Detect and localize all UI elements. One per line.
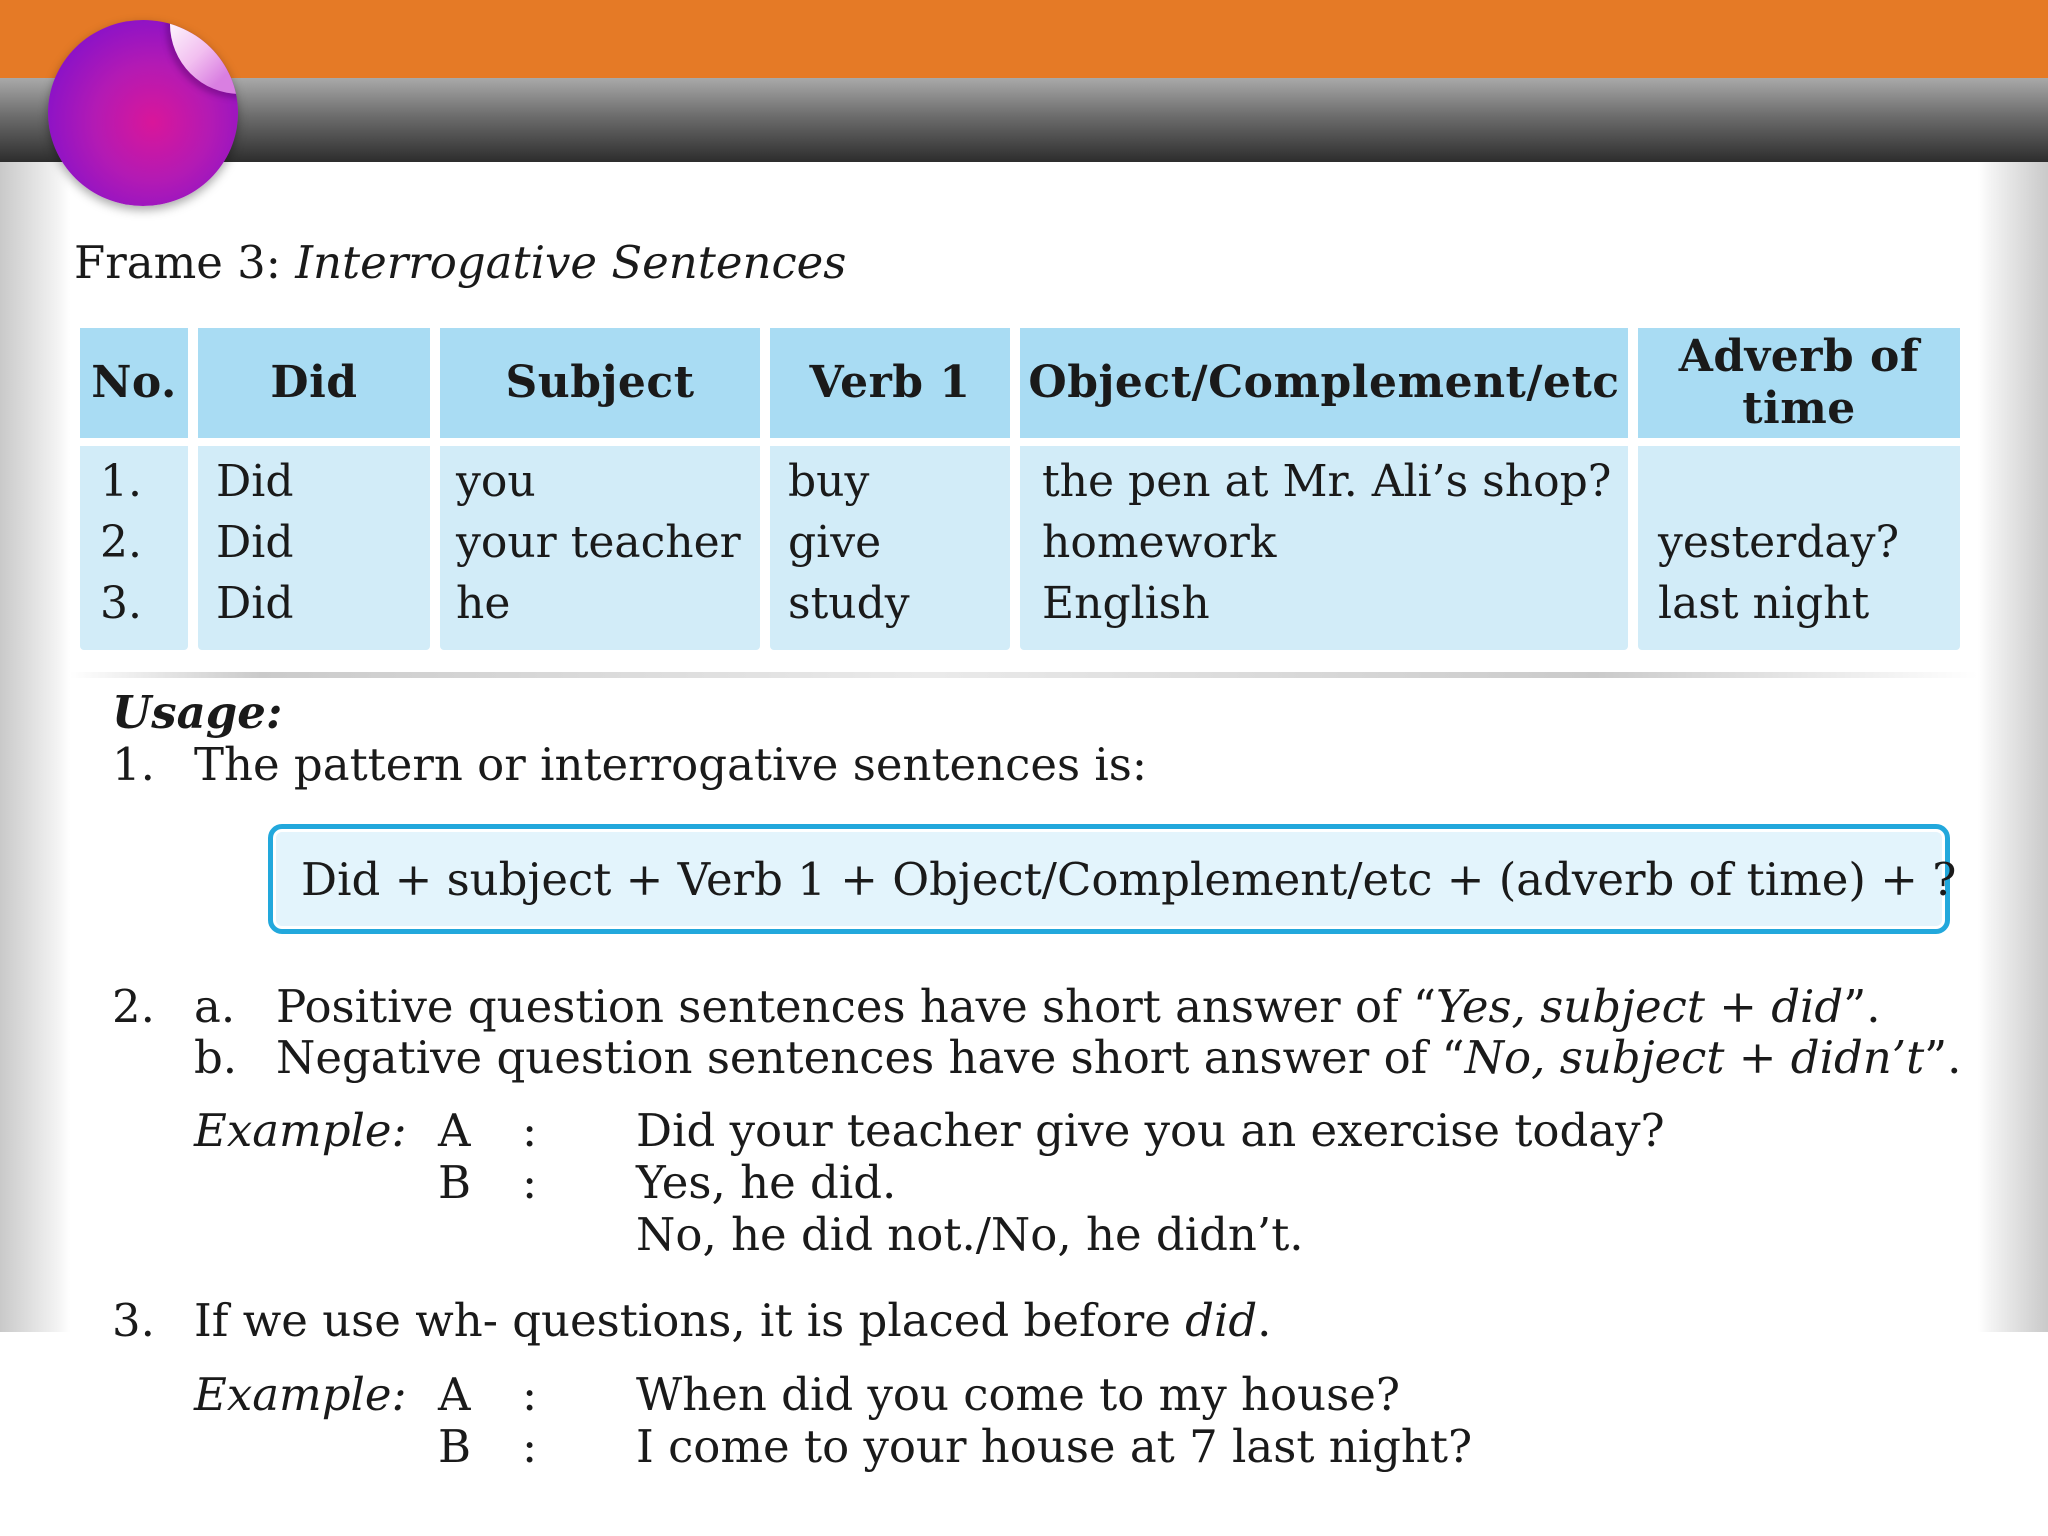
- frame-title-text: Interrogative Sentences: [295, 236, 847, 289]
- example1-speaker-b: B: [438, 1156, 472, 1209]
- cell-object-3: English: [1042, 578, 1210, 629]
- usage-item3-text: If we use wh- questions, it is placed before: [194, 1294, 1186, 1347]
- usage-heading: Usage:: [112, 686, 283, 739]
- usage-item2a-line: [276, 980, 1881, 1034]
- column-no: [80, 328, 188, 650]
- example2-colon-b: :: [522, 1420, 538, 1473]
- example1-colon-b: :: [522, 1156, 538, 1209]
- formula-text: Did + subject + Verb 1 + Object/Complement/etc + (adverb of time) + ?: [301, 852, 1957, 906]
- header-gray-bar: [0, 78, 2048, 162]
- usage-item2-number: 2.: [112, 980, 155, 1033]
- header-orange-bar: [0, 0, 2048, 78]
- cell-verb-1: buy: [788, 456, 870, 507]
- usage-item2a-end: ”.: [1843, 980, 1881, 1033]
- example2-label: Example:: [194, 1368, 407, 1421]
- example1-line-b2: No, he did not./No, he didn’t.: [636, 1208, 1304, 1261]
- header-adverb-line1: Adverb of: [1678, 331, 1920, 382]
- usage-item1-number: 1.: [112, 738, 155, 791]
- column-verb: [770, 328, 1010, 650]
- example2-line-a: When did you come to my house?: [636, 1368, 1400, 1421]
- cell-did-3: Did: [216, 578, 294, 629]
- usage-item2b-italic: No, subject + didn’t: [1464, 1031, 1925, 1084]
- column-adverb: [1638, 328, 1960, 650]
- header-verb: Verb 1: [770, 328, 1010, 446]
- example2-speaker-b: B: [438, 1420, 472, 1473]
- header-did: Did: [198, 328, 430, 446]
- example1-speaker-a: A: [438, 1104, 471, 1157]
- cell-verb-3: study: [788, 578, 910, 629]
- frame-prefix: Frame 3:: [74, 236, 281, 289]
- header-adverb: [1638, 328, 1960, 446]
- table-divider: [70, 672, 1978, 678]
- example1-colon-a: :: [522, 1104, 538, 1157]
- column-did: [198, 328, 430, 650]
- column-object: [1020, 328, 1628, 650]
- formula-box: [268, 824, 1957, 934]
- usage-item1-text: The pattern or interrogative sentences is:: [194, 738, 1148, 791]
- usage-item3-italic: did: [1185, 1294, 1258, 1347]
- cell-did-2: Did: [216, 517, 294, 568]
- cell-no-2: 2.: [100, 517, 142, 568]
- usage-item3-end: .: [1257, 1294, 1272, 1347]
- usage-item2a-label: a.: [194, 980, 236, 1033]
- cell-object-2: homework: [1042, 517, 1277, 568]
- cell-object-1: the pen at Mr. Ali’s shop?: [1042, 456, 1612, 507]
- cell-adverb-2: yesterday?: [1658, 517, 1900, 568]
- example1-line-a: Did your teacher give you an exercise today?: [636, 1104, 1665, 1157]
- header-subject: Subject: [440, 328, 760, 446]
- header-adverb-line2: time: [1742, 383, 1856, 434]
- usage-item2b-end: ”.: [1924, 1031, 1962, 1084]
- cell-adverb-3: last night: [1658, 578, 1870, 629]
- sticker-icon: [48, 20, 238, 206]
- header-no: No.: [80, 328, 188, 446]
- usage-item2b-label: b.: [194, 1031, 238, 1084]
- header-object: Object/Complement/etc: [1020, 328, 1628, 446]
- example2-speaker-a: A: [438, 1368, 471, 1421]
- usage-item3-line: [194, 1294, 1271, 1348]
- frame-title: [74, 236, 846, 289]
- example2-colon-a: :: [522, 1368, 538, 1421]
- column-subject: [440, 328, 760, 650]
- cell-no-1: 1.: [100, 456, 142, 507]
- left-shadow: [0, 162, 70, 1332]
- example1-label: Example:: [194, 1104, 407, 1157]
- sticker-curl: [170, 20, 238, 94]
- usage-item2a-text: Positive question sentences have short answer of “: [276, 980, 1437, 1033]
- example2-line-b: I come to your house at 7 last night?: [636, 1420, 1473, 1473]
- cell-subject-3: he: [456, 578, 511, 629]
- cell-subject-1: you: [456, 456, 536, 507]
- cell-subject-2: your teacher: [456, 517, 741, 568]
- cell-no-3: 3.: [100, 578, 142, 629]
- usage-item2b-line: [276, 1031, 1961, 1085]
- example1-line-b: Yes, he did.: [636, 1156, 897, 1209]
- usage-item2b-text: Negative question sentences have short answer of “: [276, 1031, 1465, 1084]
- usage-item3-number: 3.: [112, 1294, 155, 1347]
- usage-item2a-italic: Yes, subject + did: [1436, 980, 1844, 1033]
- cell-verb-2: give: [788, 517, 882, 568]
- right-shadow: [1978, 162, 2048, 1332]
- cell-did-1: Did: [216, 456, 294, 507]
